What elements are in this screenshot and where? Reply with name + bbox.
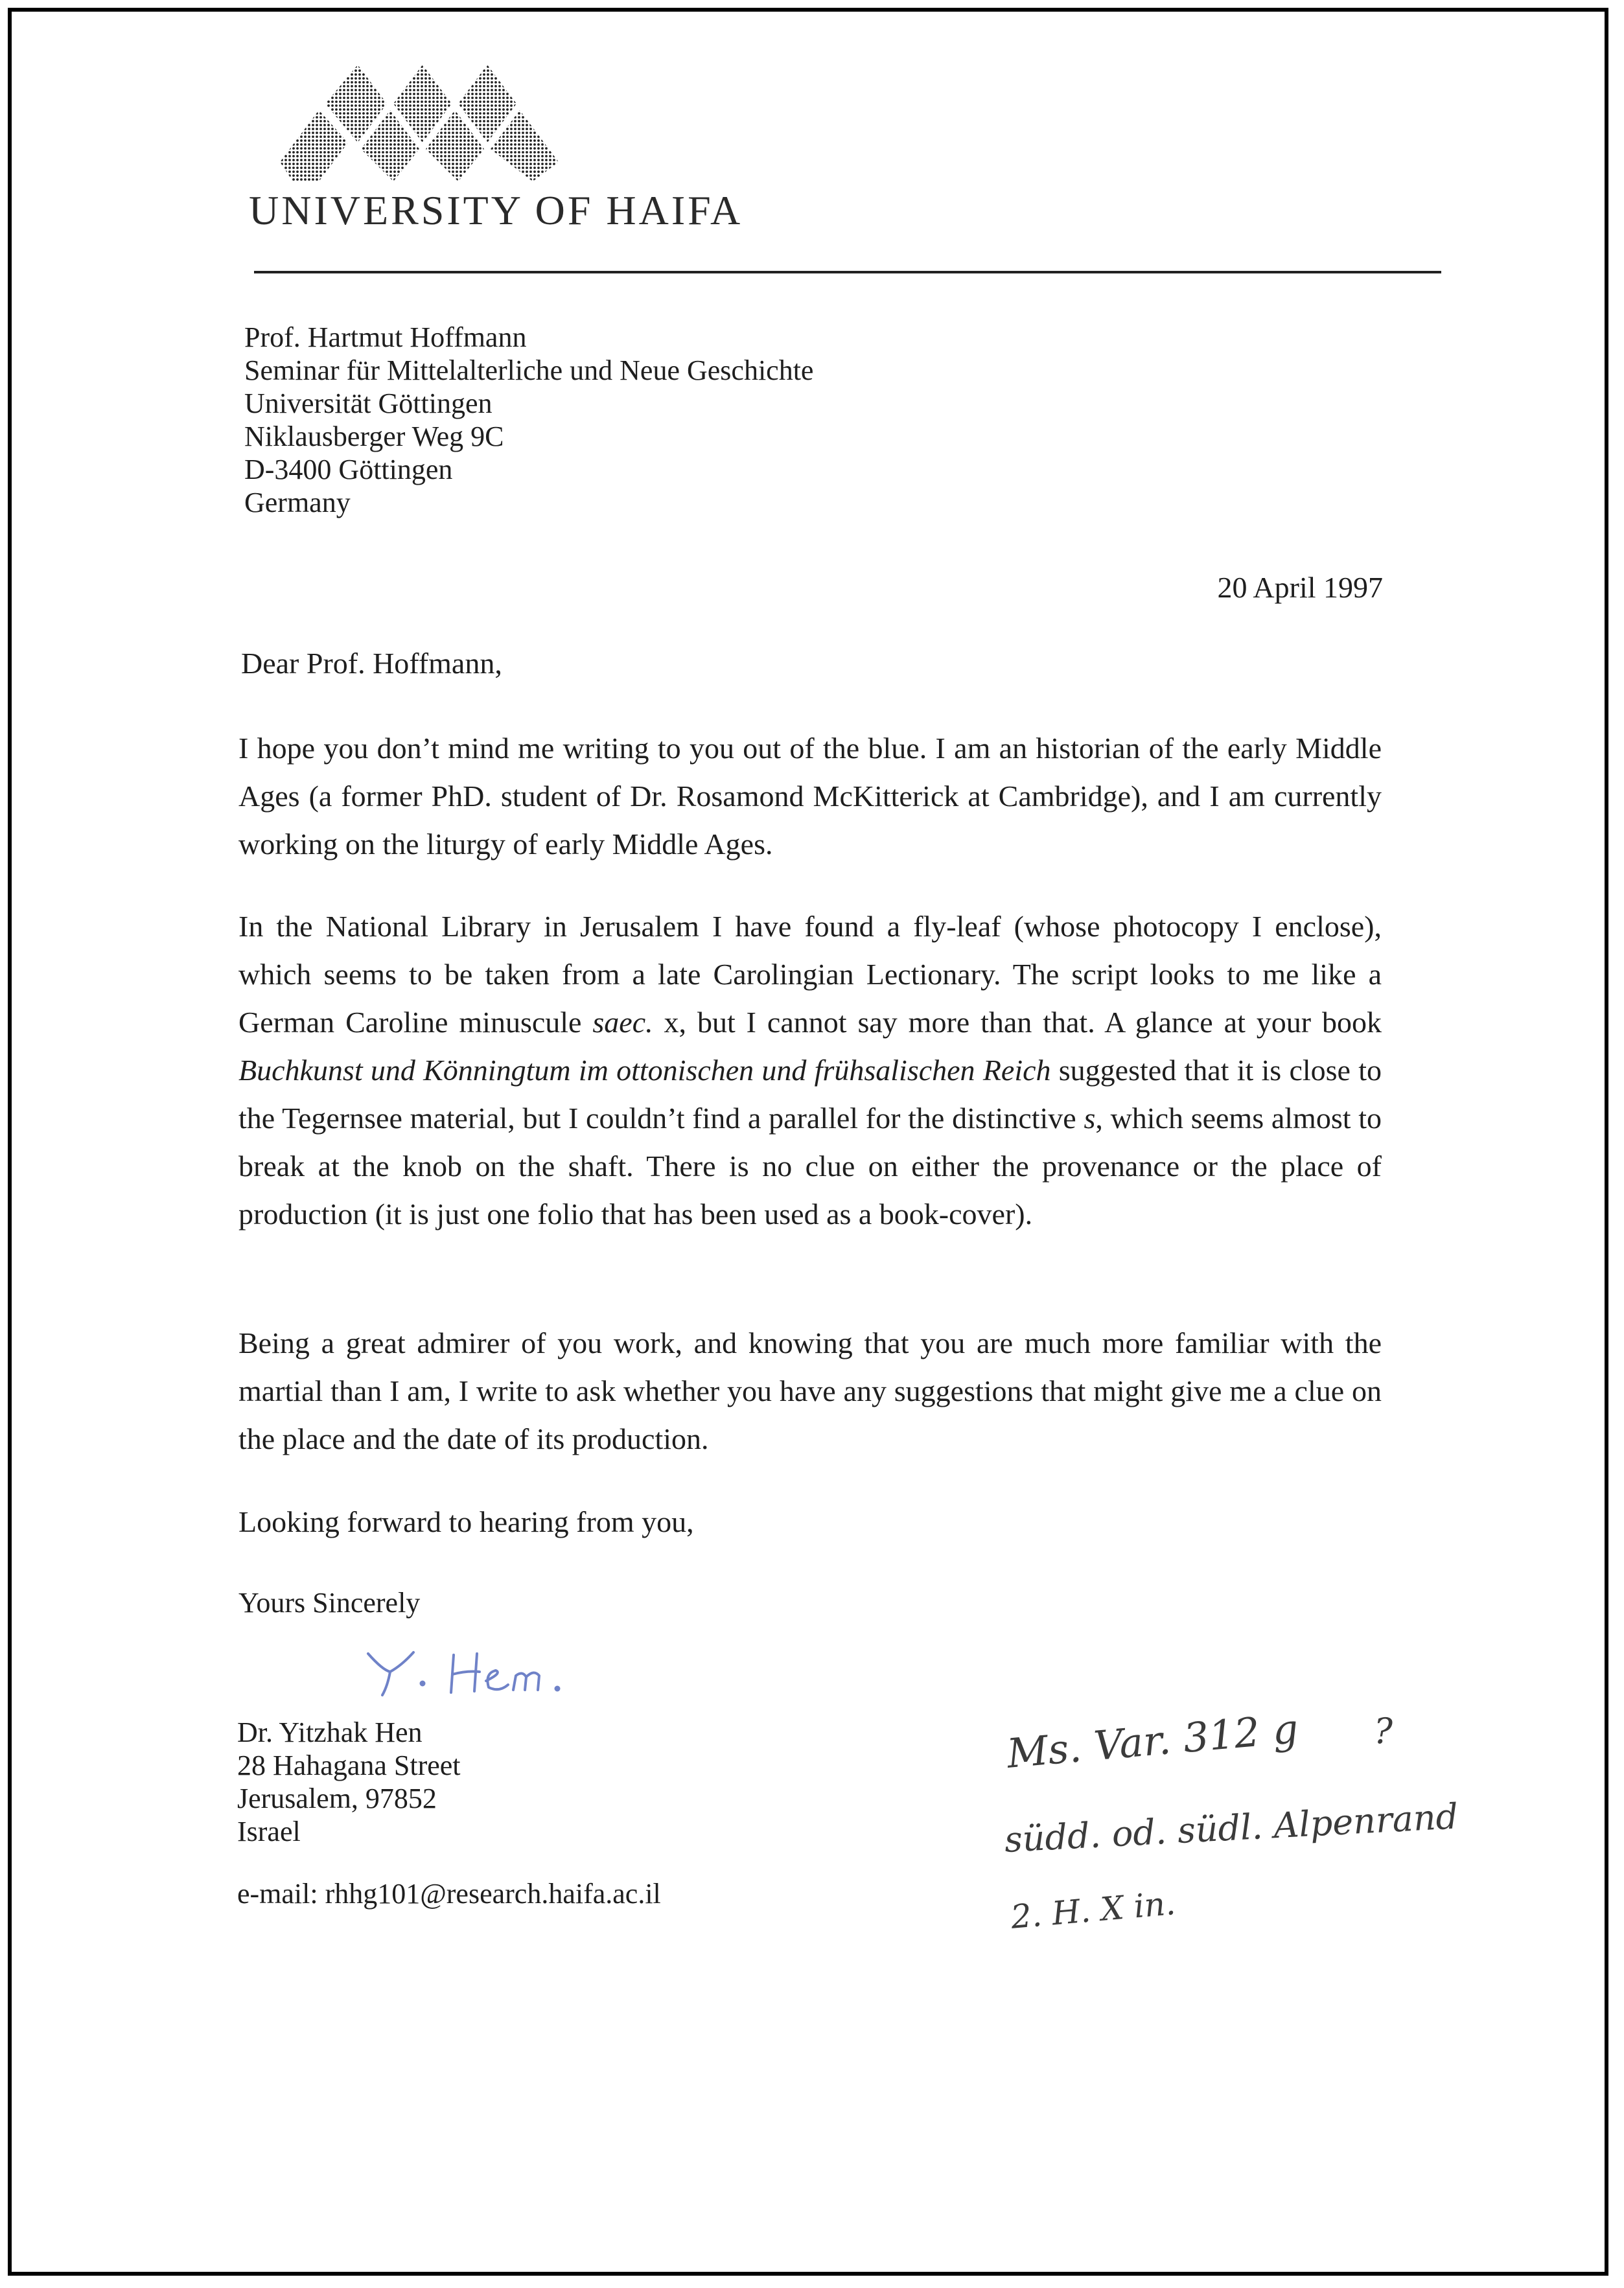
recipient-university: Universität Göttingen xyxy=(244,387,493,419)
signoff: Yours Sincerely xyxy=(238,1587,421,1619)
closing-line: Looking forward to hearing from you, xyxy=(238,1505,694,1538)
recipient-name: Prof. Hartmut Hoffmann xyxy=(244,321,527,353)
sender-name: Dr. Yitzhak Hen xyxy=(237,1716,423,1748)
sender-email: e-mail: rhhg101@research.haifa.ac.il xyxy=(237,1878,661,1910)
annotation-shelfmark: Ms. Var. 312 g xyxy=(1004,1704,1301,1777)
recipient-department: Seminar für Mittelalterliche und Neue Geschichte xyxy=(244,354,814,386)
handwritten-signature xyxy=(363,1641,583,1699)
sender-country: Israel xyxy=(237,1816,301,1847)
paragraph-text: x, but I cannot say more than that. A glance at your book xyxy=(653,1006,1382,1039)
recipient-street: Niklausberger Weg 9C xyxy=(244,421,504,452)
italic-letter: s xyxy=(1084,1102,1096,1135)
annotation-date: 2. H. X in. xyxy=(1009,1884,1177,1936)
recipient-city: D-3400 Göttingen xyxy=(244,454,453,485)
letterhead-divider xyxy=(254,271,1441,273)
paragraph-introduction: I hope you don’t mind me writing to you out of the blue. I am an historian of the early Middle Ages (a former PhD. student of Dr. Rosamond McKitterick at Cambridge), and I am currently working on the liturgy of early Middle Ages. xyxy=(238,732,1382,861)
sender-city: Jerusalem, 97852 xyxy=(237,1783,437,1814)
institution-name: UNIVERSITY OF HAIFA xyxy=(249,187,743,233)
paragraph-text: In the National Library in Jerusalem I have found a fly-leaf (whose photocopy I enclose), which seems to be taken from a late Carolingian Lectionary. The script looks to me like a German Caroline minuscule xyxy=(238,910,1382,1039)
handwritten-annotation xyxy=(998,1704,1607,1950)
annotation-origin: südd. od. südl. Alpenrand xyxy=(1003,1796,1459,1860)
paragraph-manuscript-description xyxy=(238,903,1382,1238)
recipient-address xyxy=(244,321,813,519)
salutation: Dear Prof. Hoffmann, xyxy=(241,647,502,680)
recipient-country: Germany xyxy=(244,487,351,518)
sender-address xyxy=(237,1716,461,1848)
paragraph-text: , which seems almost to break at the knob on the shaft. There is no clue on either the provenance or the place of production (it is just one folio that has been used as a book-cover). xyxy=(238,1102,1382,1231)
paragraph-request: Being a great admirer of you work, and knowing that you are much more familiar with the martial than I am, I write to ask whether you have any suggestions that might give me a clue on the place and the date of its production. xyxy=(238,1326,1382,1455)
paragraph-text: suggested that it is close to the Tegernsee material, but I couldn’t find a parallel for the distinctive xyxy=(238,1054,1382,1135)
university-of-haifa-logo-icon xyxy=(280,65,559,181)
book-title: Buchkunst und Könningtum im ottonischen und frühsalischen Reich xyxy=(238,1054,1051,1087)
italic-term: saec. xyxy=(592,1006,653,1039)
sender-street: 28 Hahagana Street xyxy=(237,1750,461,1781)
letter-date: 20 April 1997 xyxy=(1217,571,1383,604)
annotation-question-mark: ? xyxy=(1374,1711,1393,1751)
